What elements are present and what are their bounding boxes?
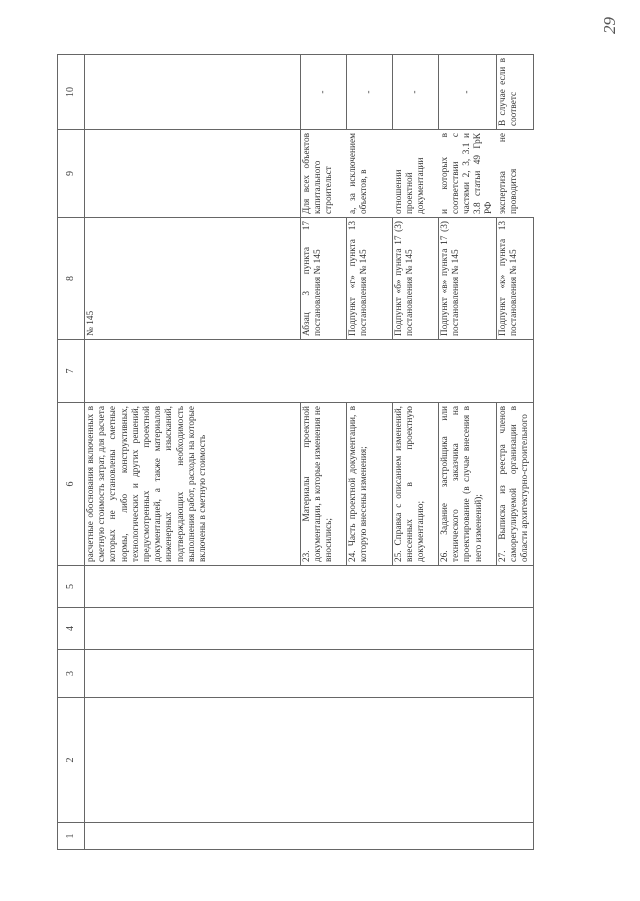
legal-basis-cell: Подпункт «г» пункта 13 постановления № 145 <box>347 218 393 340</box>
rotated-table-area <box>57 55 597 850</box>
col-header-10: 10 <box>58 55 85 130</box>
table-row <box>85 55 301 850</box>
doc-name-cell: расчетные обоснования включенных в сметную стоимость затрат, для расчета которых не установлены сметные нормы, либо конструктивных, технологических и других решений, предусмотренных проектной документацией, а также материалов инженерных изысканий, подтверждающих необходимость выполнения работ, расходы на которые включены в сметную стоимость <box>85 403 301 566</box>
col7-cell <box>85 340 534 403</box>
note-cell: - <box>439 55 497 130</box>
doc-name-cell: 24. Часть проектной документации, в которую внесены изменения; <box>347 403 393 566</box>
document-table <box>57 54 534 850</box>
doc-name-cell: 27. Выписка из реестра членов саморегулируемой организации в области архитектурно-строительного <box>497 403 534 566</box>
col-header-8: 8 <box>58 218 85 340</box>
header-row <box>58 55 85 850</box>
page-number: 29 <box>600 17 619 34</box>
object-scope-cell: а, за исключением объектов, в <box>347 130 393 218</box>
col2-cell <box>85 698 534 823</box>
col-header-6: 6 <box>58 403 85 566</box>
legal-basis-cell: Подпункт «в» пункта 17 (3) постановления № 145 <box>439 218 497 340</box>
col-header-9: 9 <box>58 130 85 218</box>
col-header-7: 7 <box>58 340 85 403</box>
note-cell: - <box>393 55 439 130</box>
note-cell: В случае если в соответс <box>497 55 534 130</box>
col4-cell <box>85 608 534 650</box>
legal-basis-cell: Подпункт «б» пункта 17 (3) постановления № 145 <box>393 218 439 340</box>
col5-cell <box>85 566 534 608</box>
object-scope-cell: и которых в соответствии с частями 2, 3, 3.1 и 3.8 статьи 49 ГрК РФ <box>439 130 497 218</box>
col3-cell <box>85 650 534 698</box>
doc-name-cell: 26. Задание застройщика или технического заказчика на проектирование (в случае внесения в него изменений); <box>439 403 497 566</box>
doc-name-cell: 23. Материалы проектной документации, в которые изменения не вносились; <box>301 403 347 566</box>
legal-basis-cell: № 145 <box>85 218 301 340</box>
legal-basis-cell: Абзац 3 пункта 17 постановления № 145 <box>301 218 347 340</box>
note-cell: - <box>301 55 347 130</box>
col-header-2: 2 <box>58 698 85 823</box>
object-scope-cell <box>85 130 301 218</box>
col-header-4: 4 <box>58 608 85 650</box>
col-header-5: 5 <box>58 566 85 608</box>
object-scope-cell: отношении проектной документации <box>393 130 439 218</box>
note-cell: - <box>347 55 393 130</box>
note-cell <box>85 55 301 130</box>
legal-basis-cell: Подпункт «к» пункта 13 постановления № 145 <box>497 218 534 340</box>
col1-cell <box>85 823 534 850</box>
object-scope-cell: Для всех объектов капитального строительст <box>301 130 347 218</box>
col-header-3: 3 <box>58 650 85 698</box>
object-scope-cell: экспертиза не проводится <box>497 130 534 218</box>
doc-name-cell: 25. Справка с описанием изменений, внесенных в проектную документацию; <box>393 403 439 566</box>
col-header-1: 1 <box>58 823 85 850</box>
